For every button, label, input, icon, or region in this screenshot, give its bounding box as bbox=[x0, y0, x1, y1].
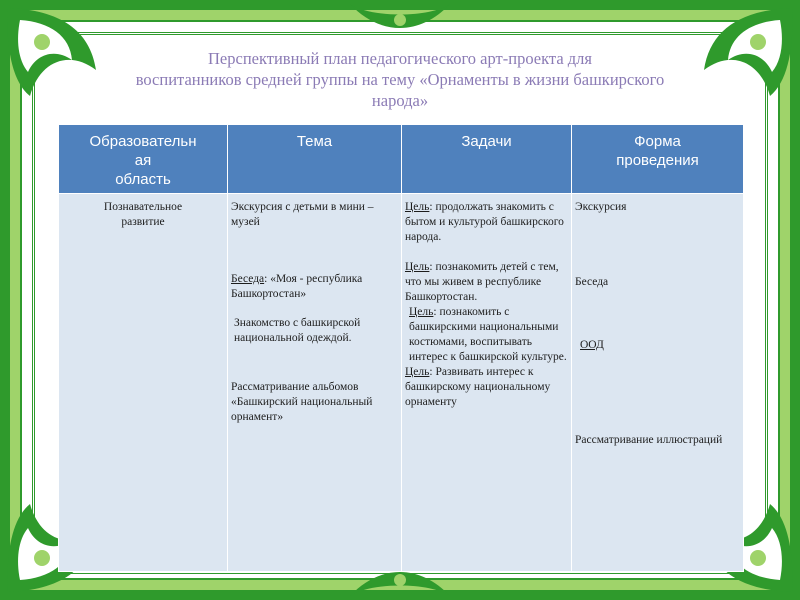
task-label: Цель bbox=[405, 261, 430, 273]
title-line: Перспективный план педагогического арт-проекта для bbox=[208, 49, 592, 68]
theme-item: Экскурсия с детьми в мини – музей bbox=[231, 201, 374, 228]
header-area-line: Образовательн bbox=[89, 133, 197, 150]
theme-item-underlined: Беседа bbox=[231, 273, 265, 285]
header-theme: Тема bbox=[228, 125, 402, 194]
form-item bbox=[575, 338, 740, 353]
cell-area bbox=[59, 194, 228, 572]
theme-item-rest: : «Моя - республика Башкортостан» bbox=[231, 273, 363, 300]
cell-forms bbox=[572, 194, 744, 572]
task-label: Цель bbox=[405, 201, 430, 213]
header-form-line: проведения bbox=[616, 152, 699, 169]
slide-title bbox=[80, 48, 720, 111]
title-line: воспитанников средней группы на тему «Орнаменты в жизни башкирского bbox=[135, 70, 665, 89]
header-area-line: область bbox=[115, 171, 171, 188]
header-area-line: ая bbox=[134, 152, 152, 169]
cell-tasks bbox=[402, 194, 572, 572]
header-educational-area bbox=[59, 125, 228, 194]
form-item: Беседа bbox=[575, 276, 609, 288]
task-text: : познакомить детей с тем, что мы живем в республике Башкортостан. bbox=[405, 261, 559, 303]
task-text: : Развивать интерес к башкирскому национальному орнаменту bbox=[405, 366, 551, 408]
task-item bbox=[405, 365, 568, 410]
task-item bbox=[405, 305, 568, 365]
header-form-line: Форма bbox=[634, 133, 681, 150]
theme-item: Знакомство с башкирской национальной одеждой. bbox=[234, 317, 361, 344]
theme-item bbox=[231, 272, 398, 302]
form-item: Рассматривание иллюстраций bbox=[575, 434, 723, 446]
cell-themes bbox=[228, 194, 402, 572]
task-text: : познакомить с башкирскими национальными костюмами, воспитывать интерес к башкирской культуре. bbox=[409, 306, 567, 363]
header-form bbox=[572, 125, 744, 194]
area-text: Познавательное развитие bbox=[103, 201, 183, 228]
task-text: : продолжать знакомить с бытом и культурой башкирского народа. bbox=[405, 201, 564, 243]
task-item bbox=[405, 260, 568, 305]
plan-table bbox=[58, 124, 744, 572]
task-label: Цель bbox=[409, 306, 434, 318]
header-tasks: Задачи bbox=[402, 125, 572, 194]
title-line: народа» bbox=[371, 91, 429, 110]
task-label: Цель bbox=[405, 366, 430, 378]
top-center-ornament-icon bbox=[340, 0, 460, 40]
task-item bbox=[405, 200, 568, 245]
form-item-underlined: ООД bbox=[580, 339, 604, 351]
form-item: Экскурсия bbox=[575, 201, 627, 213]
theme-item: Рассматривание альбомов «Башкирский национальный орнамент» bbox=[231, 381, 373, 423]
table-row bbox=[59, 194, 744, 572]
table-header-row bbox=[59, 125, 744, 194]
